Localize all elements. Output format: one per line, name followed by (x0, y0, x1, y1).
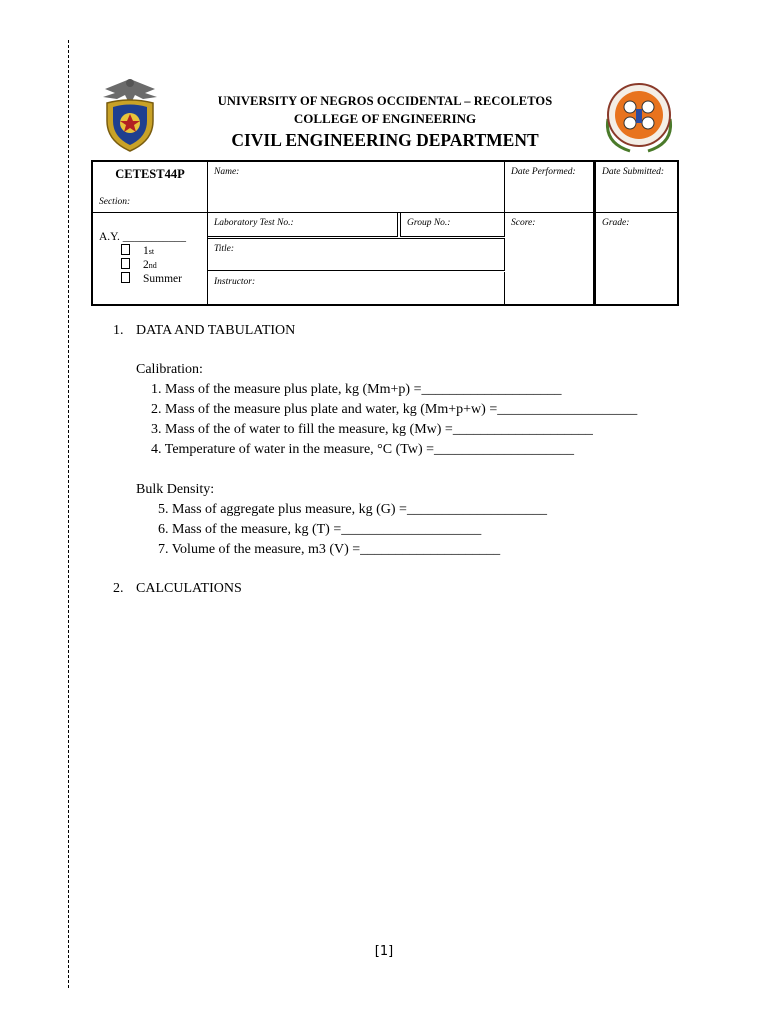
name-label: Name: (214, 167, 240, 177)
page-number: [1] (374, 944, 394, 959)
academic-year-cell (93, 213, 208, 304)
section-1-number: 1. (113, 323, 124, 338)
semester-option-1[interactable]: 1st (121, 244, 201, 257)
lab-test-no-field[interactable] (208, 213, 398, 237)
section-1-heading: DATA AND TABULATION (136, 323, 296, 338)
university-name: UNIVERSITY OF NEGROS OCCIDENTAL – RECOLETOS (217, 94, 553, 108)
group-no-field[interactable] (400, 213, 505, 237)
calibration-item: 3. Mass of the of water to fill the measure, kg (Mw) =____________________ (151, 422, 593, 437)
info-form-table (91, 160, 679, 306)
section-label: Section: (99, 197, 131, 207)
semester-option-summer[interactable]: Summer (121, 272, 201, 285)
instructor-label: Instructor: (214, 277, 256, 287)
college-engineering-seal-logo (600, 79, 678, 155)
document-header (90, 75, 680, 157)
date-submitted-label: Date Submitted: (602, 167, 665, 177)
group-no-label: Group No.: (407, 218, 451, 228)
bulk-density-item: 6. Mass of the measure, kg (T) =____________________ (158, 522, 482, 537)
course-code-cell (93, 162, 208, 213)
score-field[interactable] (505, 213, 595, 304)
lab-test-no-label: Laboratory Test No.: (214, 218, 294, 228)
section-2-heading: CALCULATIONS (136, 581, 242, 596)
calibration-item: 4. Temperature of water in the measure, °C (Tw) =____________________ (151, 442, 575, 457)
course-code: CETEST44P (115, 167, 185, 181)
bulk-density-item: 7. Volume of the measure, m3 (V) =____________________ (158, 542, 501, 557)
margin-cut-line (68, 40, 69, 988)
date-performed-field[interactable] (505, 162, 595, 213)
checkbox-icon (121, 272, 130, 283)
bulk-density-label: Bulk Density: (136, 482, 215, 497)
date-performed-label: Date Performed: (511, 167, 576, 177)
score-label: Score: (511, 218, 536, 228)
semester-option-2[interactable]: 2nd (121, 258, 201, 271)
calibration-label: Calibration: (136, 362, 203, 377)
grade-label: Grade: (602, 218, 630, 228)
grade-field[interactable] (595, 213, 679, 304)
name-field[interactable] (208, 162, 505, 213)
academic-year-label: A.Y. ___________ (99, 231, 187, 243)
college-name: COLLEGE OF ENGINEERING (293, 111, 477, 126)
title-label: Title: (214, 244, 235, 254)
section-2-number: 2. (113, 581, 124, 596)
date-submitted-field[interactable] (595, 162, 679, 213)
calibration-item: 2. Mass of the measure plus plate and water, kg (Mm+p+w) =____________________ (151, 402, 638, 417)
bulk-density-item: 5. Mass of aggregate plus measure, kg (G) =____________________ (158, 502, 547, 517)
calibration-item: 1. Mass of the measure plus plate, kg (Mm+p) =____________________ (151, 382, 562, 397)
title-field[interactable] (208, 238, 505, 271)
checkbox-icon (121, 258, 130, 269)
instructor-field[interactable] (208, 272, 505, 304)
checkbox-icon (121, 244, 130, 255)
department-name: CIVIL ENGINEERING DEPARTMENT (231, 130, 539, 150)
